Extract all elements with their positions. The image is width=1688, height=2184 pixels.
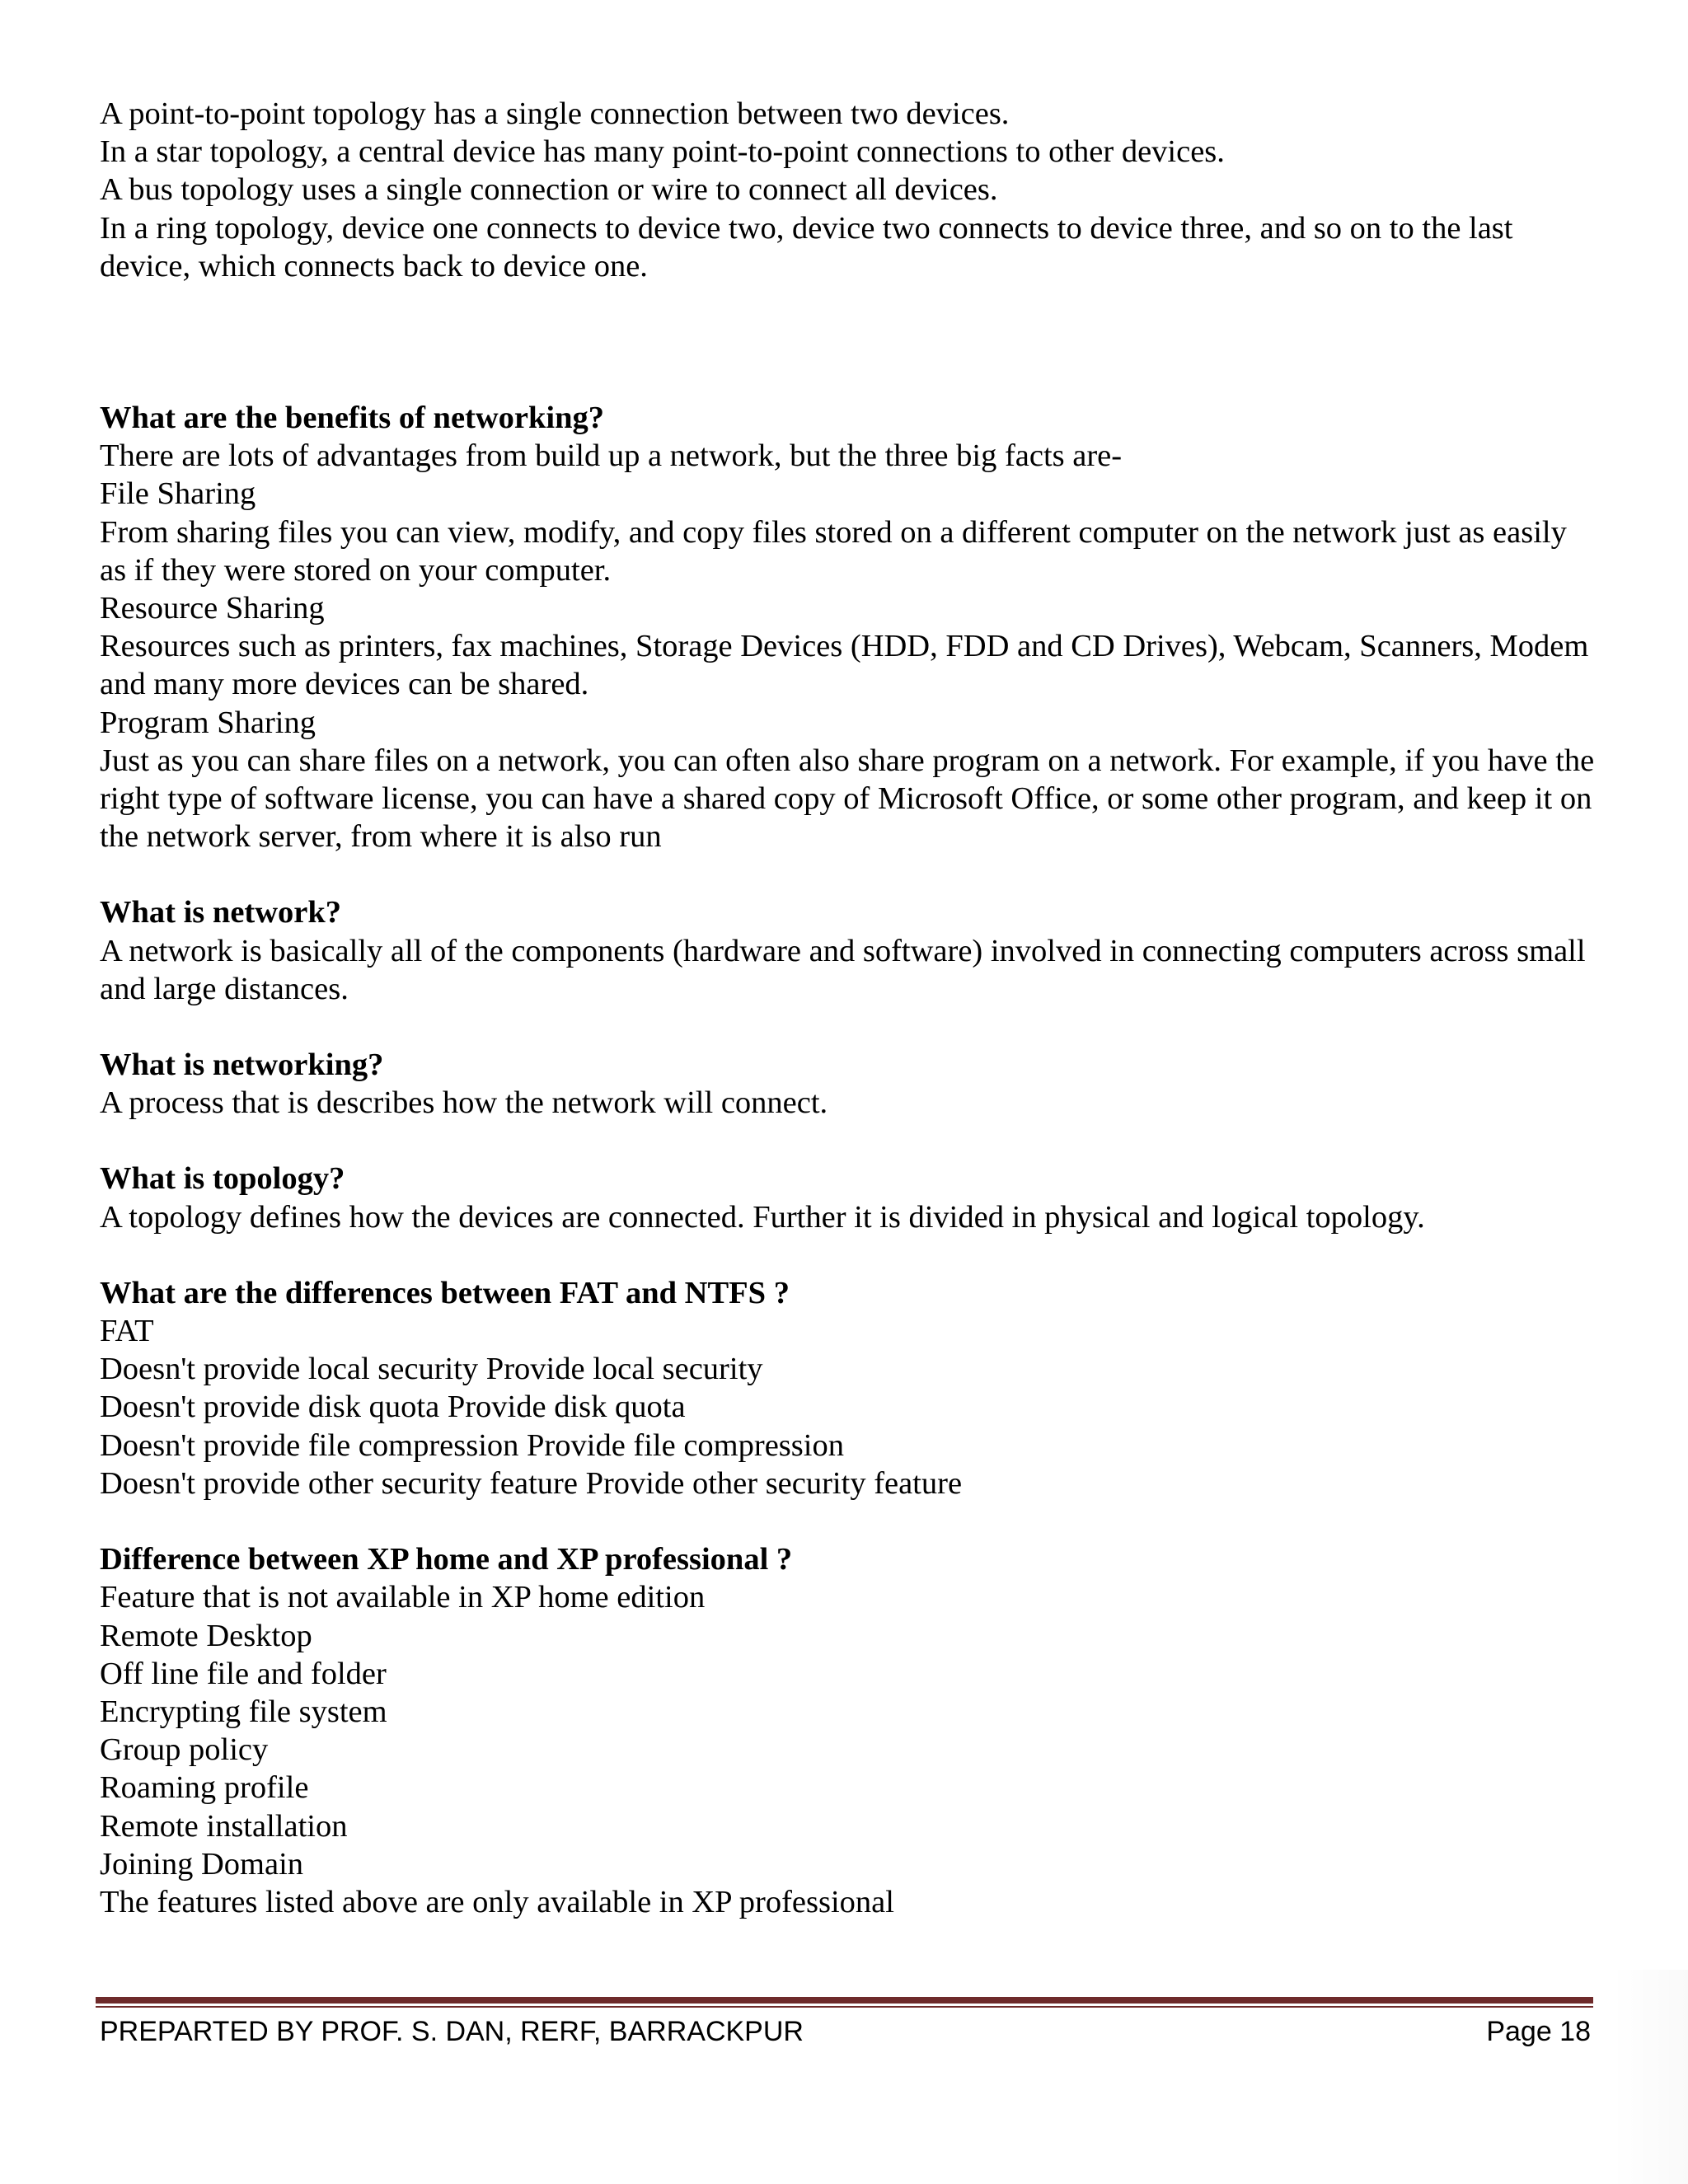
subheading-program-sharing: Program Sharing: [100, 705, 316, 740]
list-item: Group policy: [100, 1732, 269, 1768]
footer-divider-thick: [96, 1997, 1593, 2004]
list-item: Roaming profile: [100, 1770, 309, 1806]
section-networking: [100, 1046, 1596, 1122]
section-xp: [100, 1540, 1596, 1921]
paragraph-line: A bus topology uses a single connection or wire to connect all devices.: [100, 172, 998, 208]
paragraph-line: A process that is describes how the network will connect.: [100, 1085, 828, 1121]
paragraph-file-sharing: From sharing files you can view, modify, and copy files stored on a different computer on the network just as easily as if they were stored on your computer.: [100, 514, 1567, 588]
list-item: Doesn't provide file compression Provide file compression: [100, 1427, 844, 1463]
section-fat-ntfs: [100, 1274, 1596, 1502]
section-heading: What are the benefits of networking?: [100, 401, 605, 436]
topology-intro: [100, 95, 1596, 285]
subheading-file-sharing: File Sharing: [100, 476, 256, 512]
list-item: Doesn't provide local security Provide local security: [100, 1352, 763, 1387]
section-heading: What is network?: [100, 895, 342, 930]
section-heading: What is topology?: [100, 1161, 345, 1197]
footer-author: PREPARTED BY PROF. S. DAN, RERF, BARRACKPUR: [100, 2016, 804, 2047]
list-item: Off line file and folder: [100, 1656, 387, 1691]
section-heading: Difference between XP home and XP professional ?: [100, 1542, 793, 1577]
section-benefits: [100, 399, 1596, 855]
list-item: Encrypting file system: [100, 1694, 387, 1729]
paragraph-resource-sharing: Resources such as printers, fax machines, Storage Devices (HDD, FDD and CD Drives), Webcam, Scanners, Modem and many more devices can be shared.: [100, 629, 1589, 702]
paragraph-line: In a star topology, a central device has many point-to-point connections to other devices.: [100, 134, 1225, 170]
page-content: [100, 95, 1596, 1921]
list-item: Joining Domain: [100, 1846, 304, 1882]
list-item: Feature that is not available in XP home edition: [100, 1580, 706, 1615]
paragraph-line: A topology defines how the devices are connected. Further it is divided in physical and logical topology.: [100, 1199, 1425, 1235]
paragraph-line: There are lots of advantages from build up a network, but the three big facts are-: [100, 438, 1123, 474]
page-edge-shadow: [1611, 1970, 1688, 2184]
list-item: The features listed above are only available in XP professional: [100, 1884, 894, 1919]
list-item: Remote installation: [100, 1808, 348, 1844]
section-network: [100, 893, 1596, 1008]
section-heading: What is networking?: [100, 1047, 384, 1083]
paragraph-program-sharing: Just as you can share files on a network, you can often also share program on a network. For example, if you have the right type of software license, you can have a shared copy of Microsoft Office, or some other program, and keep it on the network server, from where it is also run: [100, 743, 1595, 855]
list-item: FAT: [100, 1314, 154, 1349]
section-topology: [100, 1160, 1596, 1235]
paragraph-line: A network is basically all of the components (hardware and software) involved in connecting computers across small and large distances.: [100, 933, 1586, 1006]
footer-divider-thin: [96, 2006, 1593, 2008]
list-item: Remote Desktop: [100, 1618, 312, 1653]
page-number: Page 18: [1486, 2016, 1591, 2047]
paragraph-line: A point-to-point topology has a single connection between two devices.: [100, 96, 1010, 131]
list-item: Doesn't provide disk quota Provide disk quota: [100, 1390, 686, 1425]
list-item: Doesn't provide other security feature Provide other security feature: [100, 1465, 963, 1501]
section-heading: What are the differences between FAT and NTFS ?: [100, 1275, 790, 1310]
subheading-resource-sharing: Resource Sharing: [100, 591, 325, 626]
paragraph-line: In a ring topology, device one connects to device two, device two connects to device three, and so on to the last device, which connects back to device one.: [100, 210, 1513, 284]
